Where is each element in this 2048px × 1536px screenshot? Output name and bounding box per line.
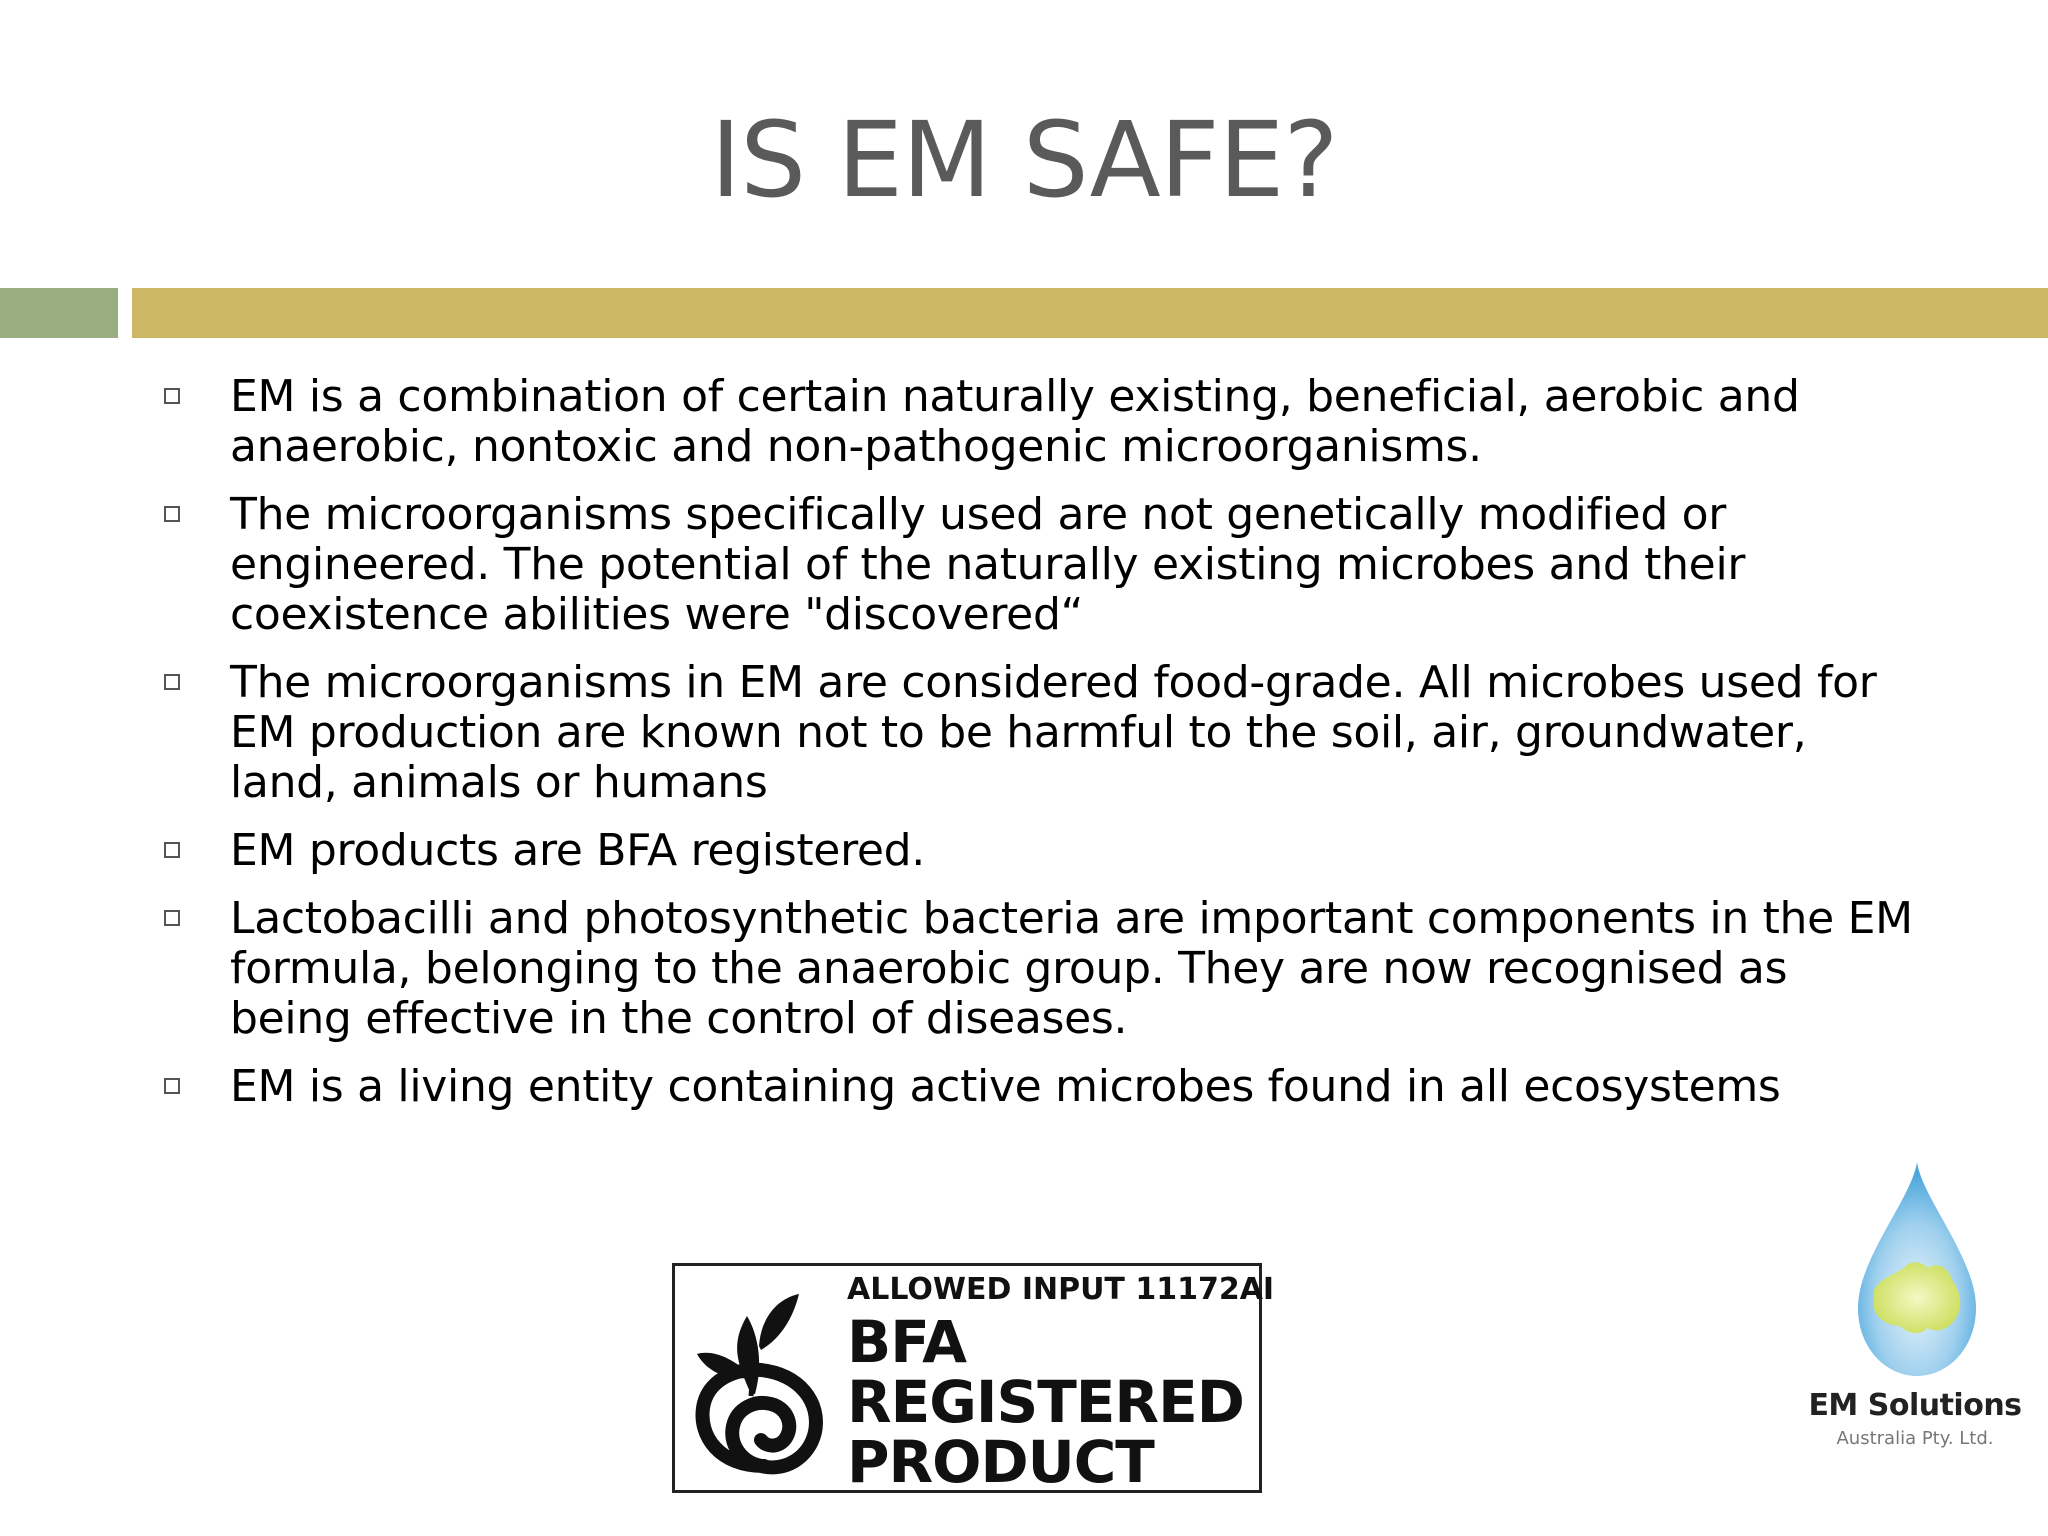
bullet-text: The microorganisms in EM are considered food-grade. All microbes used for EM production are known not to be harmful to the soil, air, groundwater, land, animals or humans <box>230 657 1877 808</box>
bullet-item <box>160 826 1920 876</box>
badge-line-product: PRODUCT <box>847 1428 1154 1496</box>
hollow-square-icon <box>164 910 180 926</box>
logo-subtitle: Australia Pty. Ltd. <box>1836 1428 1994 1449</box>
bullet-text: EM is a combination of certain naturally existing, beneficial, aerobic and anaerobic, nontoxic and non-pathogenic microorganisms. <box>230 371 1800 472</box>
bullet-list <box>160 372 1920 1130</box>
badge-allowed-input: ALLOWED INPUT 11172AI <box>847 1272 1275 1307</box>
accent-bar-green <box>0 288 118 338</box>
bullet-text: The microorganisms specifically used are not genetically modified or engineered. The potential of the naturally existing microbes and their coexistence abilities were "discovered“ <box>230 489 1746 640</box>
hollow-square-icon <box>164 674 180 690</box>
bullet-text: EM is a living entity containing active microbes found in all ecosystems <box>230 1061 1781 1112</box>
hollow-square-icon <box>164 1078 180 1094</box>
bfa-spiral-leaf-icon <box>689 1276 839 1486</box>
hollow-square-icon <box>164 388 180 404</box>
water-drop-australia-icon <box>1852 1158 1982 1380</box>
em-solutions-logo <box>1800 1158 2030 1458</box>
logo-brand-name: EM Solutions <box>1808 1388 2022 1423</box>
badge-line-registered: REGISTERED <box>847 1368 1244 1436</box>
bullet-item <box>160 372 1920 472</box>
bullet-item <box>160 894 1920 1044</box>
hollow-square-icon <box>164 506 180 522</box>
bullet-item <box>160 1062 1920 1112</box>
bullet-item <box>160 658 1920 808</box>
badge-line-bfa: BFA <box>847 1308 967 1376</box>
bullet-item <box>160 490 1920 640</box>
bullet-text: EM products are BFA registered. <box>230 825 925 876</box>
slide-title: IS EM SAFE? <box>710 99 1338 221</box>
hollow-square-icon <box>164 842 180 858</box>
bfa-registered-badge <box>672 1263 1275 1496</box>
bullet-text: Lactobacilli and photosynthetic bacteria are important components in the EM formula, belonging to the anaerobic group. They are now recognised as being effective in the control of diseases. <box>230 893 1913 1044</box>
accent-bar-gold <box>132 288 2048 338</box>
